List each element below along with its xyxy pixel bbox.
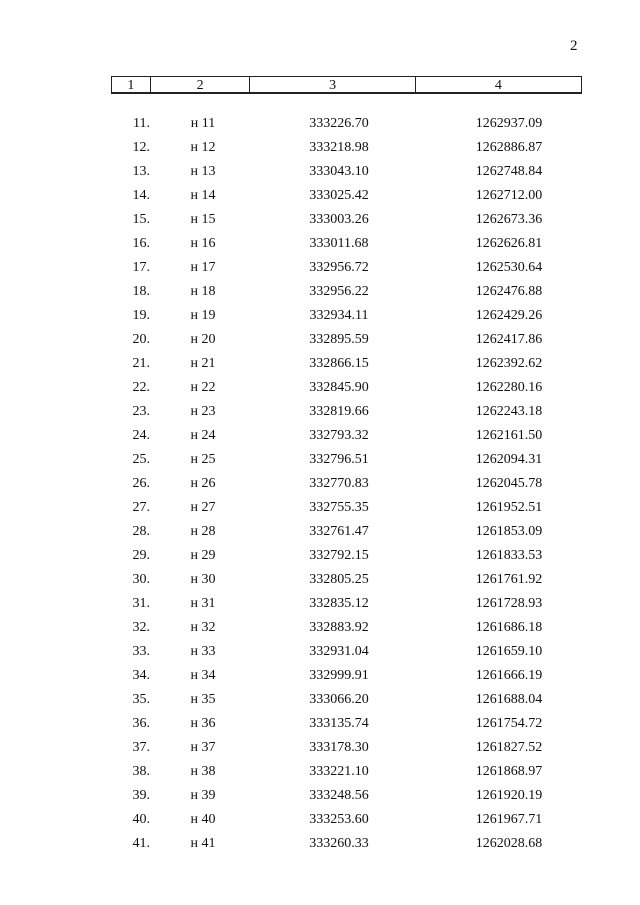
table-row bbox=[111, 786, 582, 810]
row-number: 32. bbox=[132, 620, 150, 635]
table-header bbox=[111, 76, 582, 94]
coordinate-x: 333025.42 bbox=[309, 188, 369, 203]
table-row bbox=[111, 306, 582, 330]
table-row bbox=[111, 690, 582, 714]
coordinate-x: 332819.66 bbox=[309, 404, 369, 419]
table-row bbox=[111, 378, 582, 402]
coordinate-x: 333260.33 bbox=[309, 836, 369, 851]
point-name: н 16 bbox=[190, 236, 216, 251]
row-number: 23. bbox=[132, 404, 150, 419]
point-name: н 19 bbox=[190, 308, 216, 323]
coordinate-x: 332956.22 bbox=[309, 284, 369, 299]
coordinate-x: 332770.83 bbox=[309, 476, 369, 491]
coordinate-y: 1261728.93 bbox=[475, 596, 543, 611]
coordinate-x: 332895.59 bbox=[309, 332, 369, 347]
row-number: 35. bbox=[132, 692, 150, 707]
coordinate-x: 332796.51 bbox=[309, 452, 369, 467]
table-row bbox=[111, 594, 582, 618]
coordinate-y: 1262094.31 bbox=[475, 452, 543, 467]
table-row bbox=[111, 810, 582, 834]
coordinate-table-body bbox=[111, 114, 582, 858]
point-name: н 21 bbox=[190, 356, 216, 371]
point-name: н 39 bbox=[190, 788, 216, 803]
point-name: н 31 bbox=[190, 596, 216, 611]
table-row bbox=[111, 618, 582, 642]
coordinate-y: 1262712.00 bbox=[475, 188, 543, 203]
coordinate-y: 1261868.97 bbox=[475, 764, 543, 779]
point-name: н 26 bbox=[190, 476, 216, 491]
coordinate-x: 333178.30 bbox=[309, 740, 369, 755]
row-number: 31. bbox=[132, 596, 150, 611]
coordinate-x: 333066.20 bbox=[309, 692, 369, 707]
point-name: н 11 bbox=[190, 116, 216, 131]
coordinate-y: 1262886.87 bbox=[475, 140, 543, 155]
point-name: н 17 bbox=[190, 260, 216, 275]
row-number: 34. bbox=[132, 668, 150, 683]
row-number: 11. bbox=[133, 116, 150, 131]
point-name: н 18 bbox=[190, 284, 216, 299]
coordinate-y: 1261853.09 bbox=[475, 524, 543, 539]
row-number: 13. bbox=[132, 164, 150, 179]
coordinate-x: 333043.10 bbox=[309, 164, 369, 179]
row-number: 24. bbox=[132, 428, 150, 443]
coordinate-x: 332761.47 bbox=[309, 524, 369, 539]
point-name: н 40 bbox=[190, 812, 216, 827]
row-number: 33. bbox=[132, 644, 150, 659]
row-number: 12. bbox=[132, 140, 150, 155]
coordinate-y: 1262280.16 bbox=[475, 380, 543, 395]
coordinate-y: 1262626.81 bbox=[475, 236, 543, 251]
table-row bbox=[111, 234, 582, 258]
row-number: 26. bbox=[132, 476, 150, 491]
header-col-2: 2 bbox=[151, 77, 251, 92]
table-row bbox=[111, 114, 582, 138]
point-name: н 41 bbox=[190, 836, 216, 851]
point-name: н 28 bbox=[190, 524, 216, 539]
point-name: н 24 bbox=[190, 428, 216, 443]
coordinate-y: 1262673.36 bbox=[475, 212, 543, 227]
coordinate-y: 1261827.52 bbox=[475, 740, 543, 755]
row-number: 30. bbox=[132, 572, 150, 587]
point-name: н 25 bbox=[190, 452, 216, 467]
point-name: н 33 bbox=[190, 644, 216, 659]
table-row bbox=[111, 402, 582, 426]
coordinate-x: 332793.32 bbox=[309, 428, 369, 443]
coordinate-x: 332866.15 bbox=[309, 356, 369, 371]
coordinate-x: 333248.56 bbox=[309, 788, 369, 803]
coordinate-y: 1262429.26 bbox=[475, 308, 543, 323]
coordinate-x: 332934.11 bbox=[309, 308, 369, 323]
coordinate-x: 332755.35 bbox=[309, 500, 369, 515]
coordinate-x: 333218.98 bbox=[309, 140, 369, 155]
row-number: 20. bbox=[132, 332, 150, 347]
coordinate-y: 1261754.72 bbox=[475, 716, 543, 731]
coordinate-x: 332805.25 bbox=[309, 572, 369, 587]
coordinate-y: 1261686.18 bbox=[475, 620, 543, 635]
coordinate-y: 1261761.92 bbox=[475, 572, 543, 587]
coordinate-y: 1262045.78 bbox=[475, 476, 543, 491]
table-row bbox=[111, 666, 582, 690]
coordinate-x: 333221.10 bbox=[309, 764, 369, 779]
coordinate-x: 332931.04 bbox=[309, 644, 369, 659]
table-row bbox=[111, 834, 582, 858]
table-row bbox=[111, 714, 582, 738]
point-name: н 14 bbox=[190, 188, 216, 203]
table-row bbox=[111, 210, 582, 234]
coordinate-x: 332845.90 bbox=[309, 380, 369, 395]
coordinate-y: 1262028.68 bbox=[475, 836, 543, 851]
coordinate-y: 1261688.04 bbox=[475, 692, 543, 707]
row-number: 19. bbox=[132, 308, 150, 323]
coordinate-y: 1261967.71 bbox=[475, 812, 543, 827]
row-number: 21. bbox=[132, 356, 150, 371]
point-name: н 22 bbox=[190, 380, 216, 395]
table-row bbox=[111, 738, 582, 762]
coordinate-y: 1262243.18 bbox=[475, 404, 543, 419]
table-row bbox=[111, 426, 582, 450]
table-row bbox=[111, 162, 582, 186]
coordinate-y: 1261920.19 bbox=[475, 788, 543, 803]
row-number: 36. bbox=[132, 716, 150, 731]
coordinate-x: 332956.72 bbox=[309, 260, 369, 275]
row-number: 14. bbox=[132, 188, 150, 203]
table-row bbox=[111, 186, 582, 210]
row-number: 25. bbox=[132, 452, 150, 467]
header-col-4: 4 bbox=[494, 78, 502, 93]
table-row bbox=[111, 258, 582, 282]
row-number: 39. bbox=[132, 788, 150, 803]
coordinate-x: 333135.74 bbox=[309, 716, 369, 731]
row-number: 28. bbox=[132, 524, 150, 539]
coordinate-y: 1262392.62 bbox=[475, 356, 543, 371]
table-row bbox=[111, 762, 582, 786]
point-name: н 20 bbox=[190, 332, 216, 347]
header-col-1: 1 bbox=[112, 77, 151, 92]
row-number: 17. bbox=[132, 260, 150, 275]
point-name: н 29 bbox=[190, 548, 216, 563]
point-name: н 38 bbox=[190, 764, 216, 779]
point-name: н 32 bbox=[190, 620, 216, 635]
coordinate-x: 332999.91 bbox=[309, 668, 369, 683]
table-row bbox=[111, 282, 582, 306]
table-row bbox=[111, 330, 582, 354]
row-number: 29. bbox=[132, 548, 150, 563]
table-row bbox=[111, 546, 582, 570]
coordinate-y: 1262937.09 bbox=[475, 116, 543, 131]
table-row bbox=[111, 450, 582, 474]
table-row bbox=[111, 474, 582, 498]
row-number: 40. bbox=[132, 812, 150, 827]
coordinate-y: 1261833.53 bbox=[475, 548, 543, 563]
point-name: н 30 bbox=[190, 572, 216, 587]
row-number: 37. bbox=[132, 740, 150, 755]
coordinate-y: 1262161.50 bbox=[475, 428, 543, 443]
table-row bbox=[111, 642, 582, 666]
point-name: н 13 bbox=[190, 164, 216, 179]
point-name: н 15 bbox=[190, 212, 216, 227]
point-name: н 35 bbox=[190, 692, 216, 707]
row-number: 15. bbox=[132, 212, 150, 227]
row-number: 41. bbox=[132, 836, 150, 851]
table-row bbox=[111, 138, 582, 162]
coordinate-x: 332792.15 bbox=[309, 548, 369, 563]
table-row bbox=[111, 570, 582, 594]
coordinate-x: 332883.92 bbox=[309, 620, 369, 635]
table-row bbox=[111, 354, 582, 378]
row-number: 16. bbox=[132, 236, 150, 251]
coordinate-y: 1261666.19 bbox=[475, 668, 543, 683]
point-name: н 27 bbox=[190, 500, 216, 515]
table-row bbox=[111, 522, 582, 546]
coordinate-y: 1262748.84 bbox=[475, 164, 543, 179]
row-number: 22. bbox=[132, 380, 150, 395]
table-row bbox=[111, 498, 582, 522]
coordinate-y: 1262530.64 bbox=[475, 260, 543, 275]
coordinate-y: 1262417.86 bbox=[475, 332, 543, 347]
row-number: 18. bbox=[132, 284, 150, 299]
coordinate-x: 333011.68 bbox=[309, 236, 369, 251]
point-name: н 36 bbox=[190, 716, 216, 731]
coordinate-x: 333003.26 bbox=[309, 212, 369, 227]
coordinate-y: 1261952.51 bbox=[475, 500, 543, 515]
point-name: н 23 bbox=[190, 404, 216, 419]
coordinate-x: 332835.12 bbox=[309, 596, 369, 611]
point-name: н 12 bbox=[190, 140, 216, 155]
row-number: 38. bbox=[132, 764, 150, 779]
coordinate-x: 333226.70 bbox=[309, 116, 369, 131]
coordinate-x: 333253.60 bbox=[309, 812, 369, 827]
coordinate-y: 1261659.10 bbox=[475, 644, 543, 659]
point-name: н 34 bbox=[190, 668, 216, 683]
header-col-3: 3 bbox=[250, 77, 415, 92]
row-number: 27. bbox=[132, 500, 150, 515]
point-name: н 37 bbox=[190, 740, 216, 755]
page-number: 2 bbox=[570, 38, 578, 54]
coordinate-y: 1262476.88 bbox=[475, 284, 543, 299]
